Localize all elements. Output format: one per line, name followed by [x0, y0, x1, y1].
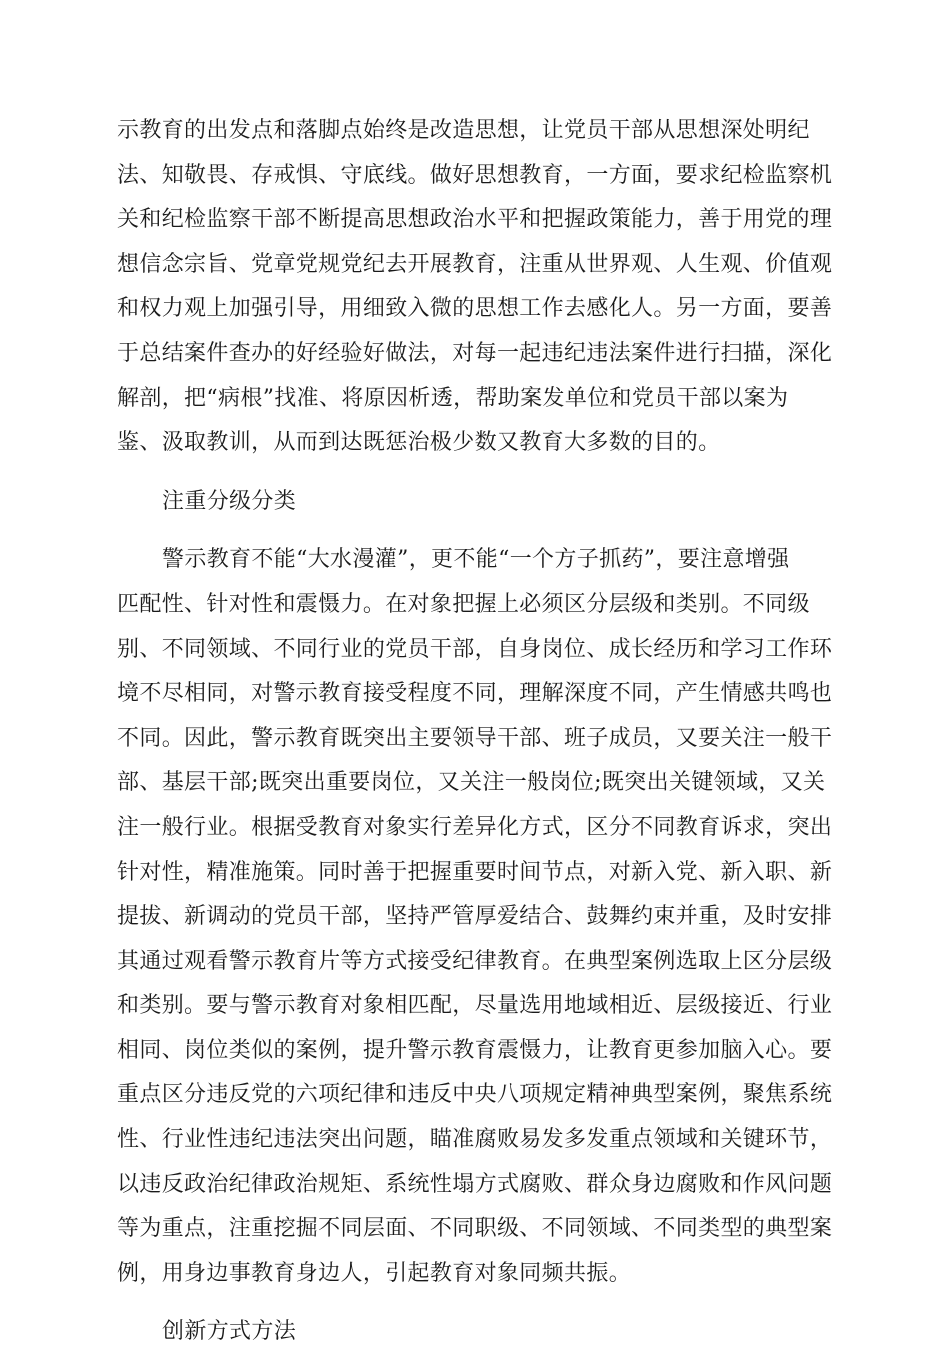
text-line: 性、行业性违纪违法突出问题，瞄准腐败易发多发重点领域和关键环节，: [117, 1127, 833, 1153]
text-line: 解剖，把“病根”找准、将原因析透，帮助案发单位和党员干部以案为: [117, 385, 789, 411]
text-line: 相同、岗位类似的案例，提升警示教育震慑力，让教育更参加脑入心。要: [117, 1037, 833, 1063]
section-heading: 注重分级分类: [162, 488, 297, 514]
text-line: 部、基层干部;既突出重要岗位，又关注一般岗位;既突出关键领域，又关: [117, 770, 826, 796]
text-line: 于总结案件查办的好经验好做法，对每一起违纪违法案件进行扫描，深化: [117, 340, 833, 366]
text-line: 等为重点，注重挖掘不同层面、不同职级、不同领域、不同类型的典型案: [117, 1216, 833, 1242]
text-line: 针对性，精准施策。同时善于把握重要时间节点，对新入党、新入职、新: [117, 859, 833, 885]
text-line: 注一般行业。根据受教育对象实行差异化方式，区分不同教育诉求，突出: [117, 814, 833, 840]
text-line: 别、不同领域、不同行业的党员干部，自身岗位、成长经历和学习工作环: [117, 636, 833, 662]
text-line: 境不尽相同，对警示教育接受程度不同，理解深度不同，产生情感共鸣也: [117, 681, 833, 707]
text-line: 示教育的出发点和落脚点始终是改造思想，让党员干部从思想深处明纪: [117, 118, 810, 143]
text-line: 和类别。要与警示教育对象相匹配，尽量选用地域相近、层级接近、行业: [117, 993, 833, 1019]
text-line: 想信念宗旨、党章党规党纪去开展教育，注重从世界观、人生观、价值观: [117, 251, 833, 277]
section-heading: 创新方式方法: [162, 1319, 297, 1345]
text-line: 其通过观看警示教育片等方式接受纪律教育。在典型案例选取上区分层级: [117, 948, 833, 974]
text-line: 以违反政治纪律政治规矩、系统性塌方式腐败、群众身边腐败和作风问题: [117, 1171, 833, 1197]
text-line: 重点区分违反党的六项纪律和违反中央八项规定精神典型案例，聚焦系统: [117, 1082, 833, 1108]
text-line: 匹配性、针对性和震慑力。在对象把握上必须区分层级和类别。不同级: [117, 591, 810, 617]
text-line: 法、知敬畏、存戒惧、守底线。做好思想教育，一方面，要求纪检监察机: [117, 162, 833, 188]
document-page: [117, 109, 833, 1355]
text-line: 和权力观上加强引导，用细致入微的思想工作去感化人。另一方面，要善: [117, 296, 833, 322]
text-line: 关和纪检监察干部不断提高思想政治水平和把握政策能力，善于用党的理: [117, 207, 833, 233]
text-line: 提拔、新调动的党员干部，坚持严管厚爱结合、鼓舞约束并重，及时安排: [117, 904, 833, 930]
paragraph-thought-education: [117, 109, 833, 466]
text-line: 鉴、汲取教训，从而到达既惩治极少数又教育大多数的目的。: [117, 430, 721, 456]
paragraph-classification: [117, 538, 833, 1296]
text-line: 不同。因此，警示教育既突出主要领导干部、班子成员，又要关注一般干: [117, 725, 833, 751]
text-line: 例，用身边事教育身边人，引起教育对象同频共振。: [117, 1260, 632, 1286]
text-line: 警示教育不能“大水漫灌”，更不能“一个方子抓药”，要注意增强: [162, 547, 790, 573]
